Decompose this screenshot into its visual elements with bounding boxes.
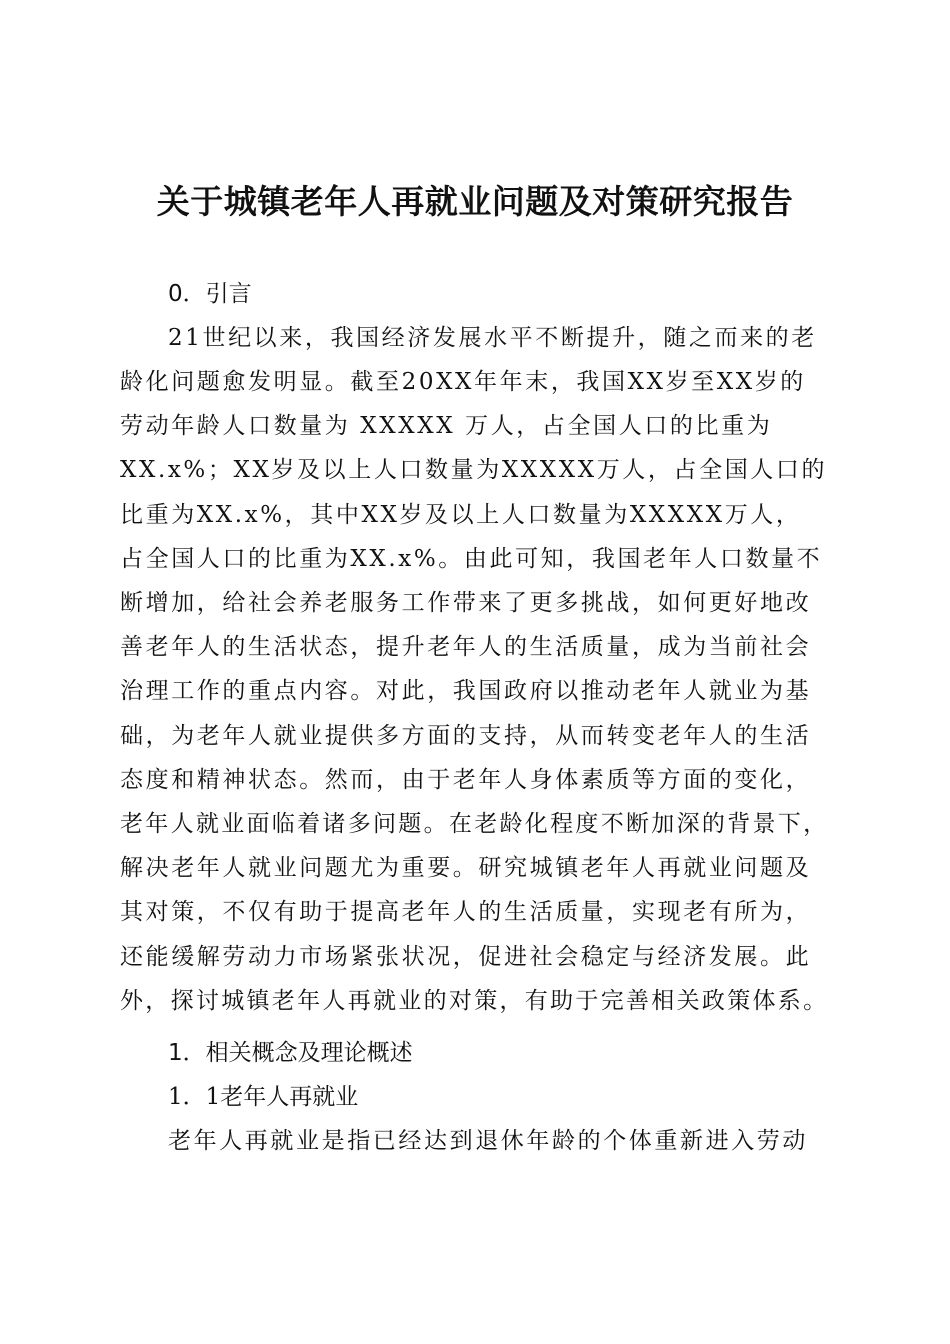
paragraph-line: 21世纪以来，我国经济发展水平不断提升，随之而来的老 [168, 325, 817, 351]
paragraph-line: 其对策，不仅有助于提高老年人的生活质量，实现老有所为， [120, 899, 812, 925]
paragraph-line: 外，探讨城镇老年人再就业的对策，有助于完善相关政策体系。 [120, 988, 829, 1014]
document-title: 关于城镇老年人再就业问题及对策研究报告 [156, 182, 794, 221]
paragraph-line: XX.x%；XX岁及以上人口数量为XXXXX万人，占全国人口的 [120, 457, 828, 483]
paragraph-line: 龄化问题愈发明显。截至20XX年年末，我国XX岁至XX岁的 [120, 369, 806, 395]
paragraph-line: 占全国人口的比重为XX.x%。由此可知，我国老年人口数量不 [120, 546, 823, 572]
paragraph-line: 解决老年人就业问题尤为重要。研究城镇老年人再就业问题及 [120, 855, 812, 881]
paragraph-line: 还能缓解劳动力市场紧张状况，促进社会稳定与经济发展。此 [120, 944, 812, 970]
paragraph-line: 治理工作的重点内容。对此，我国政府以推动老年人就业为基 [120, 678, 812, 704]
section-heading-intro: 0．引言 [168, 281, 252, 307]
paragraph-line: 态度和精神状态。然而，由于老年人身体素质等方面的变化， [120, 767, 812, 793]
section-heading-concepts: 1．相关概念及理论概述 [168, 1040, 413, 1066]
paragraph-line: 劳动年龄人口数量为 XXXXX 万人，占全国人口的比重为 [120, 413, 773, 439]
paragraph-line: 善老年人的生活状态，提升老年人的生活质量，成为当前社会 [120, 634, 812, 660]
subsection-heading-reemployment: 1．1老年人再就业 [168, 1084, 359, 1110]
paragraph-line: 断增加，给社会养老服务工作带来了更多挑战，如何更好地改 [120, 590, 812, 616]
paragraph-line: 础，为老年人就业提供多方面的支持，从而转变老年人的生活 [120, 723, 812, 749]
paragraph-line: 老年人再就业是指已经达到退休年龄的个体重新进入劳动 [168, 1128, 808, 1154]
paragraph-line: 比重为XX.x%，其中XX岁及以上人口数量为XXXXX万人， [120, 502, 802, 528]
paragraph-line: 老年人就业面临着诸多问题。在老龄化程度不断加深的背景下， [120, 811, 829, 837]
